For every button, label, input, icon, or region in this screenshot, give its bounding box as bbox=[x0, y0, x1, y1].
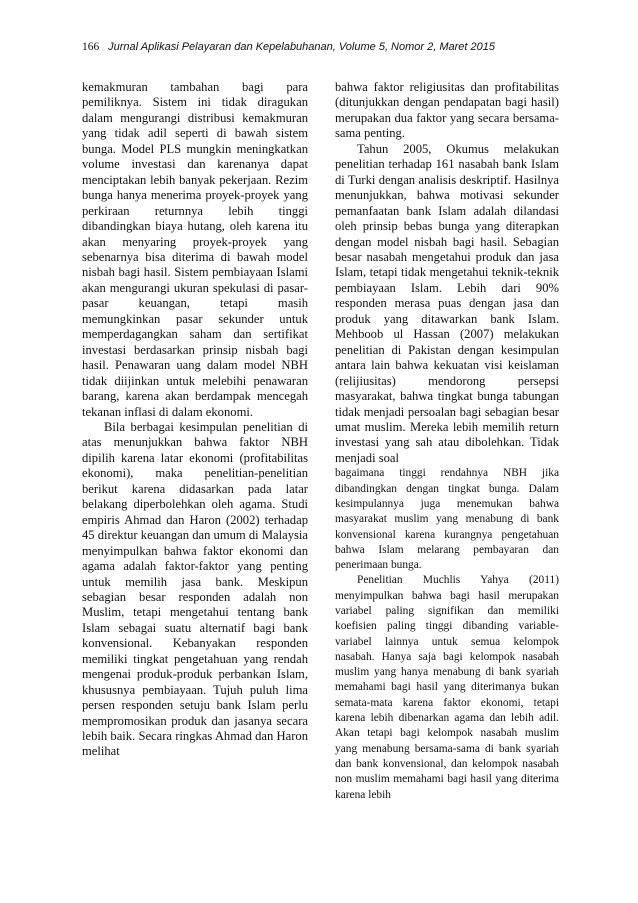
journal-title: Jurnal Aplikasi Pelayaran dan Kepelabuhanan, Volume 5, Nomor 2, Maret 2015 bbox=[108, 41, 495, 53]
paragraph: kemakmuran tambahan bagi para pemiliknya. Sistem ini tidak diragukan dalam mengurangi distribusi kemakmuran yang tidak adil seperti di bawah sistem bunga. Model PLS mungkin meningkatkan volume investasi dan karenanya dapat menciptakan lebih banyak pekerjaan. Rezim bunga hanya menerima proyek-proyek yang perkiraan returnnya lebih tinggi dibandingkan biaya hutang, oleh karena itu akan menyaring proyek-proyek yang sebenarnya bisa diterima di bawah model nisbah bagi hasil. Sistem pembiayaan Islami akan mengurangi ukuran spekulasi di pasar-pasar keuangan, tetapi masih memungkinkan pasar sekunder untuk memperdagangkan saham dan sertifikat investasi berdasarkan prinsip nisbah bagi hasil. Penawaran uang dalam model NBH tidak diijinkan untuk melebihi penawaran barang, karena akan berdampak mencegah tekanan inflasi di dalam ekonomi. bbox=[82, 80, 308, 419]
running-header bbox=[82, 41, 552, 53]
page-number: 166 bbox=[82, 41, 100, 53]
paragraph: bahwa faktor religiusitas dan profitabilitas (ditunjukkan dengan pendapatan bagi hasil) merupakan dua faktor yang secara bersama-sama penting. bbox=[335, 80, 559, 141]
paragraph: Tahun 2005, Okumus melakukan penelitian terhadap 161 nasabah bank Islam di Turki dengan analisis deskriptif. Hasilnya menunjukkan, bahwa motivasi sekunder pemanfaatan bank Islam adalah dilandasi oleh prinsip bebas bunga yang diterapkan dengan model nisbah bagi hasil. Sebagian besar nasabah mengetahui produk dan jasa Islam, tetapi tidak mengetahui teknik-teknik pembiayaan Islam. Lebih dari 90% responden merasa puas dengan jasa dan produk yang ditawarkan bank Islam. Mehboob ul Hassan (2007) melakukan penelitian di Pakistan dengan kesimpulan antara lain bahwa kekuatan visi keislaman (relijiusitas) mendorong persepsi masyarakat, bahwa tingkat bunga tabungan tidak menjadi persoalan bagi sebagian besar umat muslim. Mereka lebih memilih return investasi yang sah atau dibolehkan. Tidak menjadi soal bbox=[335, 141, 559, 465]
paragraph: Penelitian Muchlis Yahya (2011) menyimpulkan bahwa bagi hasil merupakan variabel paling signifikan dan memiliki koefisien paling tinggi dibanding variable-variabel lainnya untuk semua kelompok nasabah. Hanya saja bagi kelompok nasabah muslim yang hanya menabung di bank syariah memahami bagi hasil yang diterimanya bukan semata-mata karena faktor ekonomi, tetapi karena lebih dibenarkan agama dan lebih adil. Akan tetapi bagi kelompok nasabah muslim yang menabung bersama-sama di bank syariah dan bank konvensional, dan kelompok nasabah non muslim memahami bagi hasil yang diterima karena lebih bbox=[335, 574, 559, 801]
paragraph: Bila berbagai kesimpulan penelitian di atas menunjukkan bahwa faktor NBH dipilih karena latar ekonomi (profitabilitas ekonomi), maka penelitian-penelitian berikut karena didasarkan pada latar belakang diperbolehkan oleh agama. Studi empiris Ahmad dan Haron (2002) terhadap 45 direktur keuangan dan umum di Malaysia menyimpulkan bahwa faktor ekonomi dan agama adalah faktor-faktor yang penting untuk memilih jasa bank. Meskipun sebagian besar responden adalah non Muslim, tetapi mengetahui tentang bank Islam sebagai suatu alternatif bagi bank konvensional. Kebanyakan responden memiliki tingkat pengetahuan yang rendah mengenai produk-produk perbankan Islam, khususnya pembiayaan. Tujuh puluh lima persen responden setuju bank Islam perlu mempromosikan produk dan jasanya secara lebih baik. Secara ringkas Ahmad dan Haron melihat bbox=[82, 419, 308, 759]
right-column bbox=[335, 80, 559, 803]
paragraph-continuation: bagaimana tinggi rendahnya NBH jika dibandingkan dengan tingkat bunga. Dalam kesimpulannya juga menemukan bahwa masyarakat muslim yang menabung di bank konvensional karena kurangnya pengetahuan bahwa Islam melarang pembayaran dan penerimaan bunga. bbox=[335, 467, 559, 572]
left-column bbox=[82, 80, 308, 760]
